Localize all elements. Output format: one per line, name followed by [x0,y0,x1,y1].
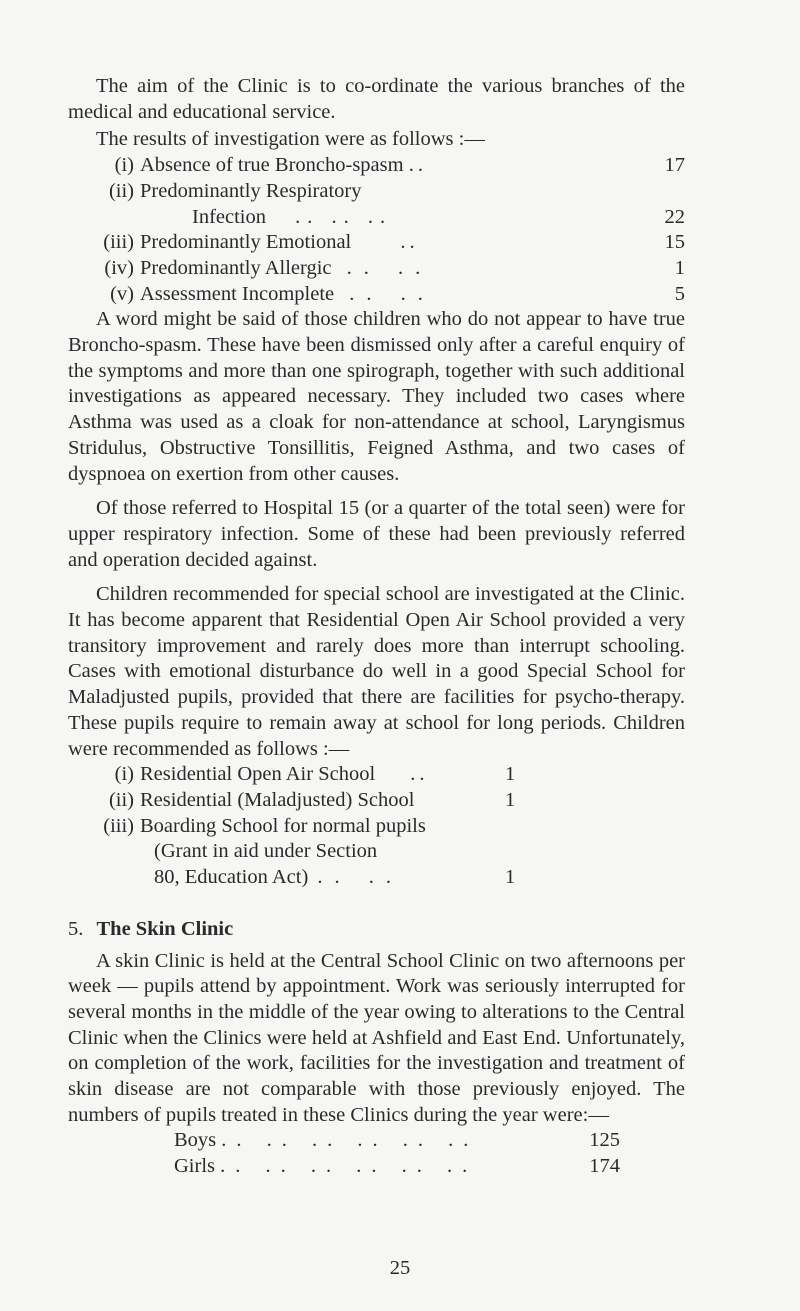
intro-paragraph: The aim of the Clinic is to co-ordinate the various branches of the medical and educational service. [68,75,685,123]
paragraph-skin-clinic: A skin Clinic is held at the Central School Clinic on two afternoons per week — pupils attend by appointment. Work was seriously interrupted for several months in the middle of the year owing to alterations to the Central Clinic when the Clinics were held at Ashfield and East End. Unfortunately, on completion of the work, facilities for the investigation and treatment of skin disease are not comparable with those previously enjoyed. The numbers of pupils treated in these Clinics during the year were:— [68,949,685,1126]
list-item-continuation: Infection .. .. .. 22 [192,205,685,228]
list-item: (iv) Predominantly Allergic .. .. 1 [104,256,685,279]
tally-list [68,1128,685,1179]
list-item: Boys .. .. .. .. .. .. 125 [174,1129,620,1152]
list-item: (i) Residential Open Air School .. 1 [114,763,516,786]
section-title: The Skin Clinic [96,917,234,940]
document-page [68,74,685,1180]
paragraph-hospital: Of those referred to Hospital 15 (or a quarter of the total seen) were for upper respiratory infection. Some of these had been previously referred and operation decided against. [68,497,685,571]
list-item: (i) Absence of true Broncho-spasm .. 17 [114,154,685,177]
section-number: 5. [68,917,84,940]
section-heading [68,917,685,943]
list-item: (iii) Predominantly Emotional .. 15 [103,231,685,254]
recommended-list [68,762,685,891]
list-item-continuation: (Grant in aid under Section [154,840,378,863]
results-intro: The results of investigation were as follows :— [96,128,485,151]
list-item-continuation: 80, Education Act) .. .. 1 [154,866,516,889]
page-number: 25 [389,1257,411,1279]
list-item: Girls .. .. .. .. .. .. 174 [174,1155,620,1178]
paragraph-special-school: Children recommended for special school are investigated at the Clinic. It has become apparent that Residential Open Air School provided a very transitory improvement and rarely does more than interrupt schooling. Cases with emotional disturbance do well in a good Special School for Maladjusted pupils, provided that there are facilities for psycho-therapy. These pupils require to remain away at school for long periods. Children were recommended as follows :— [68,583,685,760]
list-item: (v) Assessment Incomplete .. .. 5 [110,282,685,305]
list-item: (iii) Boarding School for normal pupils [103,814,426,837]
paragraph-broncho: A word might be said of those children who do not appear to have true Broncho-spasm. These have been dismissed only after a careful enquiry of the symptoms and more than one spirograph, together with such additional investigations as appeared necessary. They included two cases where Asthma was used as a cloak for non-attendance at school, Laryngismus Stridulus, Obstructive Tonsillitis, Feigned Asthma, and two cases of dyspnoea on exertion from other causes. [68,308,685,485]
list-item: (ii) Residential (Maladjusted) School 1 [108,788,516,811]
results-list [68,153,685,307]
list-item: (ii) Predominantly Respiratory [108,179,362,202]
